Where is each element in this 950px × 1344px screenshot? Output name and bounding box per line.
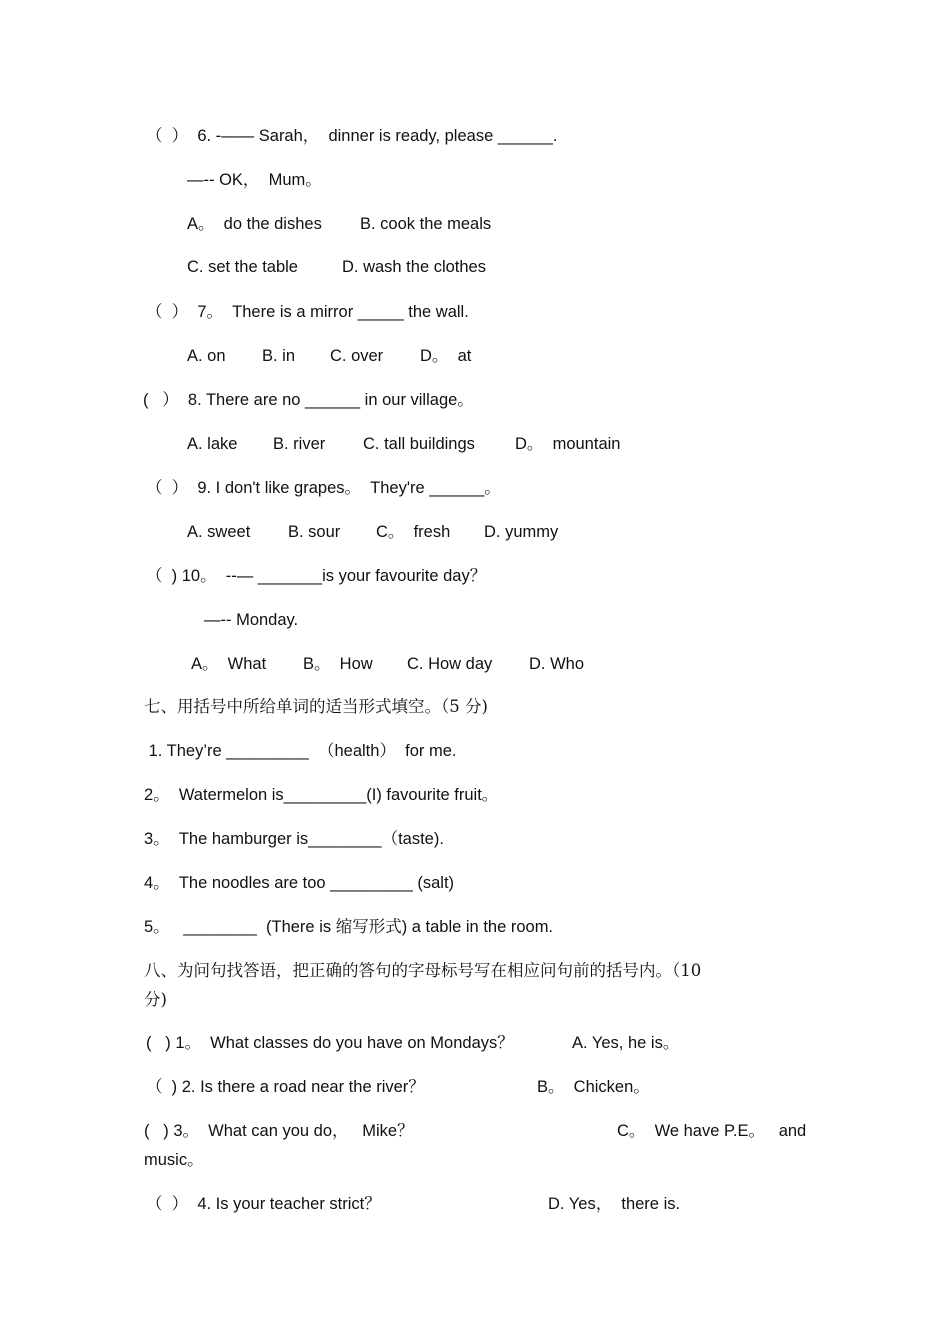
q7-option-a: A. on: [187, 347, 226, 365]
q6-option-d: D. wash the clothes: [342, 258, 486, 276]
q7-option-d: D。 at: [420, 347, 472, 365]
q10-reply: —-- Monday.: [204, 611, 299, 629]
q10-option-b: B。 How: [303, 655, 373, 673]
q6-option-c: C. set the table: [187, 258, 298, 276]
section8-answer-c: C。 We have P.E。 and: [617, 1122, 807, 1140]
section7-item-5: 5。 ________ (There is 缩写形式) a table in the room.: [144, 918, 554, 936]
q10-line: （ ) 10。 --— _______is your favourite day？: [146, 567, 487, 585]
q9-option-a: A. sweet: [187, 523, 251, 541]
q6-option-b: B. cook the meals: [360, 215, 492, 233]
section7-item-3: 3。 The hamburger is________（taste).: [144, 830, 444, 848]
section7-item-4: 4。 The noodles are too _________ (salt): [144, 874, 455, 892]
section8-answer-d: D. Yes， there is.: [548, 1195, 681, 1213]
section7-item-2: 2。 Watermelon is_________(I) favourite fruit。: [144, 786, 499, 804]
q6-line: （ ） 6. -—— Sarah， dinner is ready, please ______.: [146, 127, 558, 145]
section8-question-2: （ ) 2. Is there a road near the river？: [146, 1078, 425, 1096]
q8-line: ( ） 8. There are no ______ in our village。: [143, 391, 474, 409]
q9-option-d: D. yummy: [484, 523, 559, 541]
q10-option-d: D. Who: [529, 655, 585, 673]
q8-option-a: A. lake: [187, 435, 238, 453]
section7-item-1: 1. They’re _________ （health） for me.: [144, 742, 457, 760]
q9-option-c: C。 fresh: [376, 523, 451, 541]
section8-answer-c-cont: music。: [144, 1151, 204, 1169]
section8-question-3: ( ) 3。 What can you do， Mike？: [144, 1122, 414, 1140]
q9-option-b: B. sour: [288, 523, 341, 541]
section8-answer-b: B。 Chicken。: [537, 1078, 650, 1096]
section7-title: 七、用括号中所给单词的适当形式填空。（5 分): [144, 697, 488, 716]
q6-option-a: A。 do the dishes: [187, 215, 322, 233]
q8-option-b: B. river: [273, 435, 326, 453]
q8-option-c: C. tall buildings: [363, 435, 475, 453]
q8-option-d: D。 mountain: [515, 435, 621, 453]
section8-title-cont: 分): [144, 990, 167, 1009]
q9-line: （ ） 9. I don't like grapes。 They're ______。: [146, 479, 501, 497]
section8-question-4: （ ） 4. Is your teacher strict？: [146, 1195, 381, 1213]
q7-line: （ ） 7。 There is a mirror _____ the wall.: [146, 303, 469, 321]
q7-option-c: C. over: [330, 347, 384, 365]
section8-answer-a: A. Yes, he is。: [572, 1034, 680, 1052]
section8-title: 八、为问句找答语，把正确的答句的字母标号写在相应问句前的括号内。（10: [144, 961, 702, 980]
q7-option-b: B. in: [262, 347, 296, 365]
section8-question-1: ( ) 1。 What classes do you have on Mondays？: [146, 1034, 514, 1052]
q10-option-c: C. How day: [407, 655, 493, 673]
q6-reply: —-- OK， Mum。: [187, 171, 322, 189]
q10-option-a: A。 What: [191, 655, 267, 673]
